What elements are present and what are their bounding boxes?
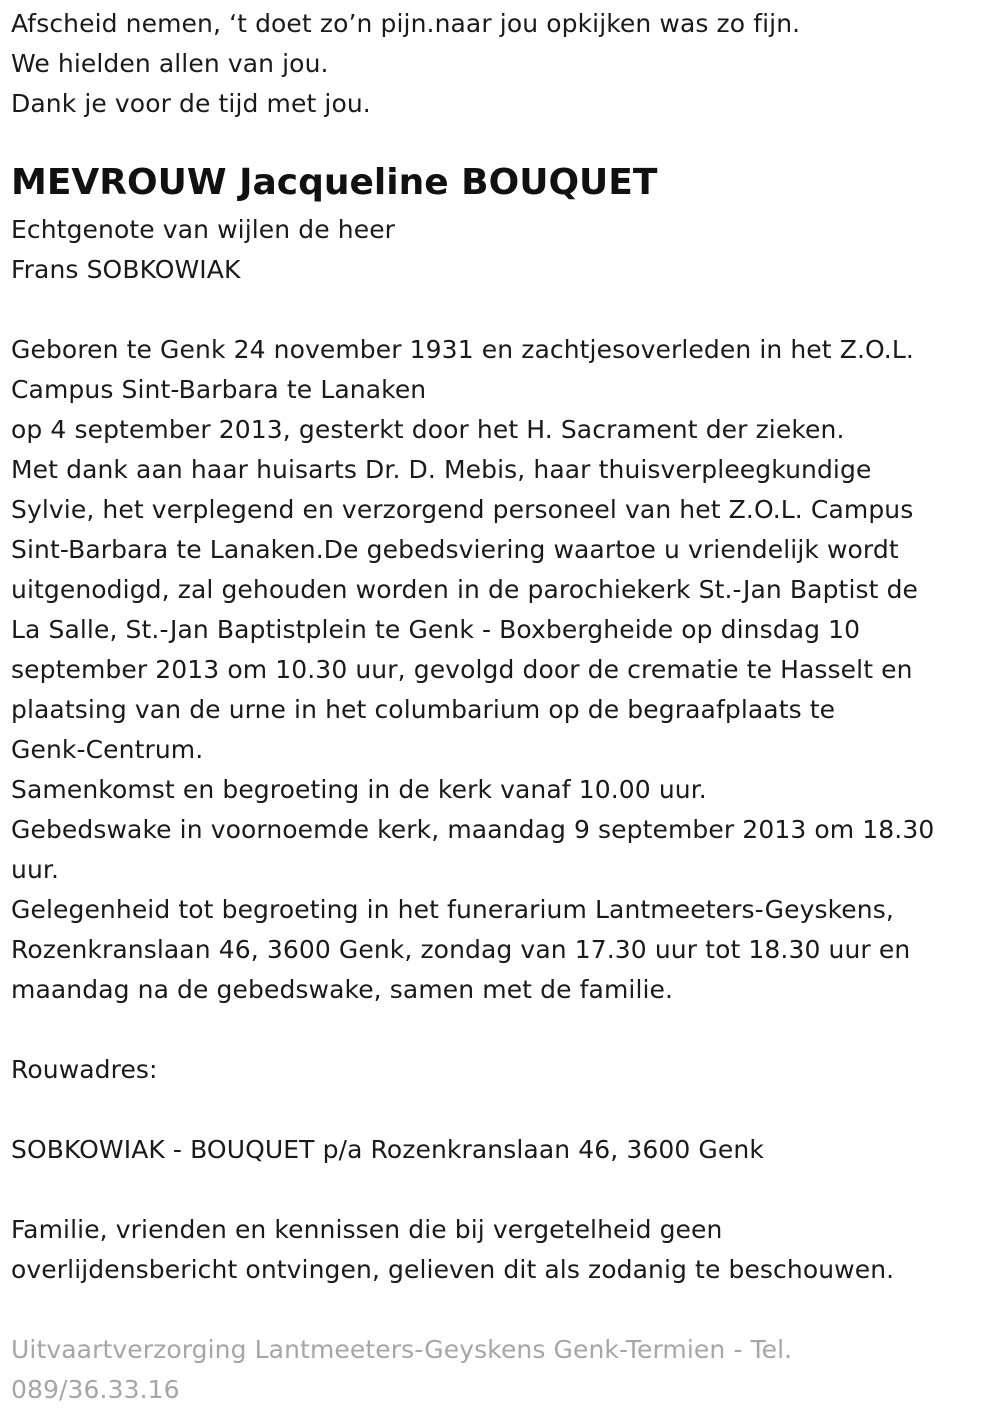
intro-line: We hielden allen van jou. bbox=[11, 49, 329, 78]
intro-line: Afscheid nemen, ‘t doet zo’n pijn.naar jou opkijken was zo fijn. bbox=[11, 9, 801, 38]
body-line: uur. bbox=[11, 855, 60, 884]
spacer bbox=[11, 290, 986, 330]
intro-line: Dank je voor de tijd met jou. bbox=[11, 89, 371, 118]
body-line: plaatsing van de urne in het columbarium op de begraafplaats te bbox=[11, 695, 836, 724]
body-line: La Salle, St.-Jan Baptistplein te Genk - Boxbergheide op dinsdag 10 bbox=[11, 615, 861, 644]
body-line: Rozenkranslaan 46, 3600 Genk, zondag van 17.30 uur tot 18.30 uur en bbox=[11, 935, 911, 964]
body-line: uitgenodigd, zal gehouden worden in de parochiekerk St.-Jan Baptist de bbox=[11, 575, 919, 604]
body-line: op 4 september 2013, gesterkt door het H. Sacrament der zieken. bbox=[11, 415, 845, 444]
funeral-director-footer bbox=[11, 1330, 986, 1410]
footer-line: Uitvaartverzorging Lantmeeters-Geyskens Genk-Termien - Tel. bbox=[11, 1335, 793, 1364]
body-line: Gelegenheid tot begroeting in het funerarium Lantmeeters-Geyskens, bbox=[11, 895, 894, 924]
spouse-info bbox=[11, 210, 986, 290]
body-line: september 2013 om 10.30 uur, gevolgd door de crematie te Hasselt en bbox=[11, 655, 913, 684]
notice-line: overlijdensbericht ontvingen, gelieven dit als zodanig te beschouwen. bbox=[11, 1255, 895, 1284]
body-line: maandag na de gebedswake, samen met de familie. bbox=[11, 975, 674, 1004]
body-line: Geboren te Genk 24 november 1931 en zachtjesoverleden in het Z.O.L. bbox=[11, 335, 914, 364]
spacer bbox=[11, 1090, 986, 1130]
deceased-name: MEVROUW Jacqueline BOUQUET bbox=[11, 162, 658, 203]
body-text bbox=[11, 330, 986, 1010]
body-line: Sylvie, het verplegend en verzorgend personeel van het Z.O.L. Campus bbox=[11, 495, 914, 524]
spacer bbox=[11, 1290, 986, 1330]
body-line: Gebedswake in voornoemde kerk, maandag 9 september 2013 om 18.30 bbox=[11, 815, 935, 844]
body-line: Sint-Barbara te Lanaken.De gebedsviering waartoe u vriendelijk wordt bbox=[11, 535, 899, 564]
body-line: Samenkomst en begroeting in de kerk vanaf 10.00 uur. bbox=[11, 775, 707, 804]
body-line: Genk-Centrum. bbox=[11, 735, 204, 764]
notice-text bbox=[11, 1210, 986, 1290]
notice-line: Familie, vrienden en kennissen die bij vergetelheid geen bbox=[11, 1215, 723, 1244]
footer-line: 089/36.33.16 bbox=[11, 1375, 180, 1404]
intro-verse bbox=[11, 4, 986, 124]
body-line: Met dank aan haar huisarts Dr. D. Mebis, haar thuisverpleegkundige bbox=[11, 455, 872, 484]
spouse-line: Echtgenote van wijlen de heer bbox=[11, 215, 396, 244]
obituary-document bbox=[11, 4, 986, 1410]
spacer bbox=[11, 1170, 986, 1210]
spacer bbox=[11, 1010, 986, 1050]
spouse-line: Frans SOBKOWIAK bbox=[11, 255, 241, 284]
mourning-address: SOBKOWIAK - BOUQUET p/a Rozenkranslaan 46, 3600 Genk bbox=[11, 1135, 764, 1164]
address-label: Rouwadres: bbox=[11, 1055, 158, 1084]
body-line: Campus Sint-Barbara te Lanaken bbox=[11, 375, 427, 404]
